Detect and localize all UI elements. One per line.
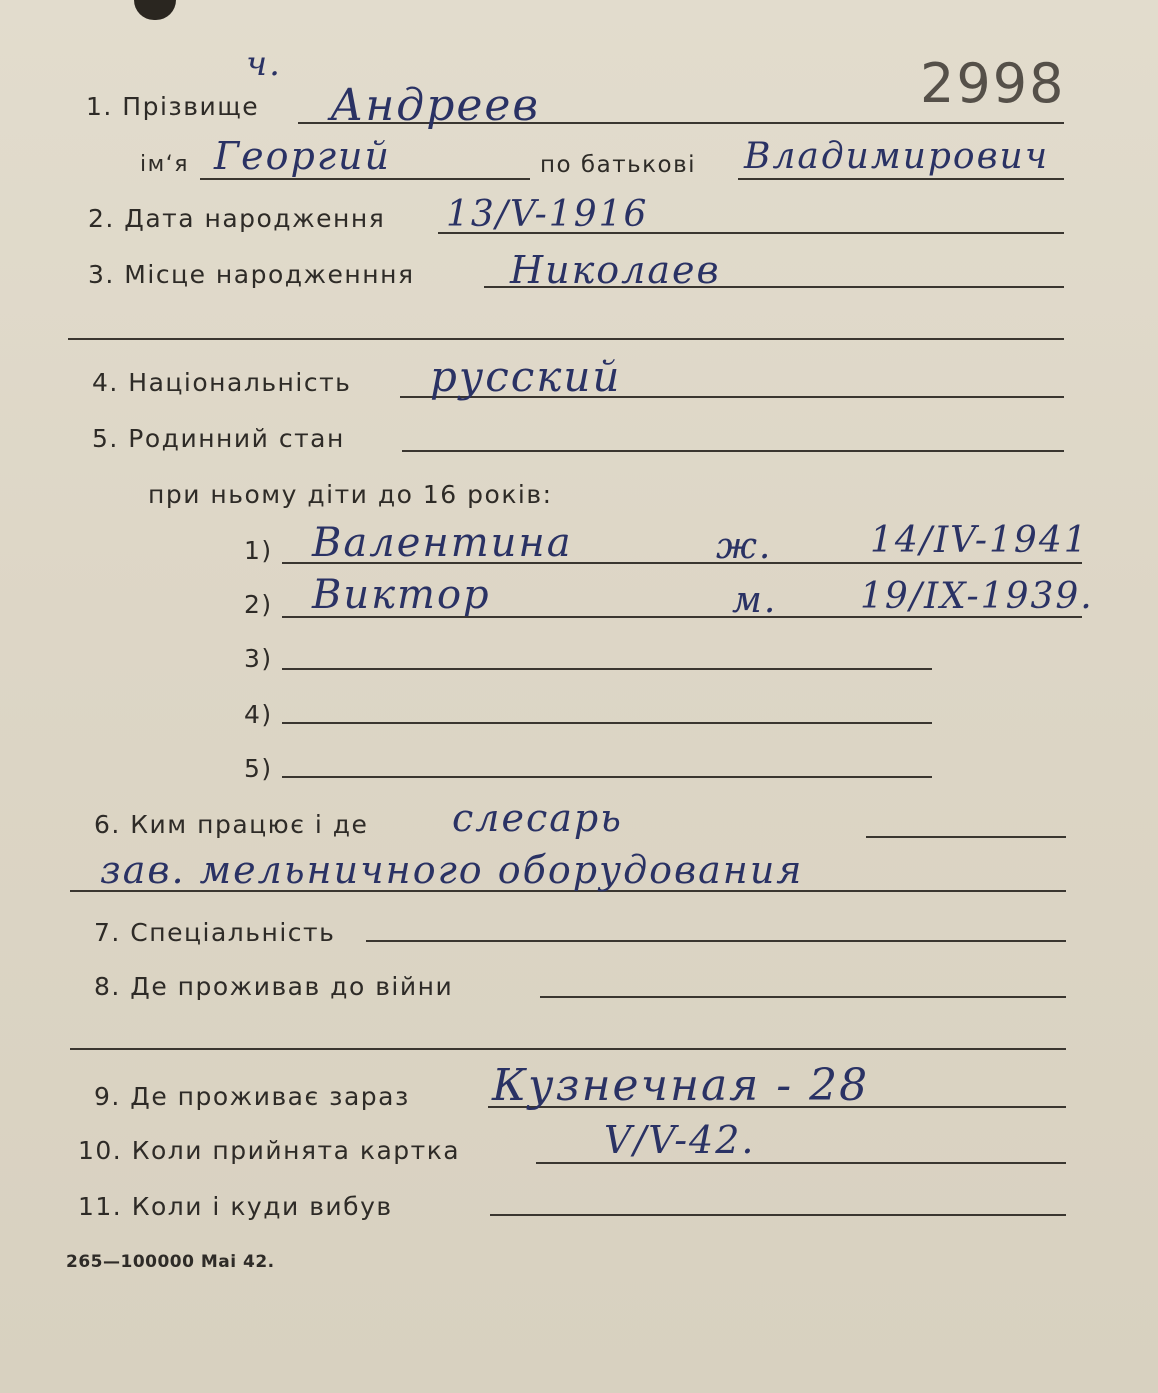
patronymic-line — [738, 178, 1064, 180]
card-number: 2998 — [920, 52, 1066, 115]
child-3-num: 3) — [244, 644, 273, 673]
child-1-sex: ж. — [716, 526, 773, 567]
birth-place-value: Николаев — [510, 248, 721, 292]
accepted-value: V/V-42. — [604, 1118, 756, 1162]
punch-hole — [134, 0, 176, 20]
marital-line — [402, 450, 1064, 452]
birth-place-line-2 — [68, 338, 1064, 340]
patronymic-value: Владимирович — [744, 136, 1050, 177]
name-line — [200, 178, 530, 180]
nationality-value: русский — [430, 352, 622, 401]
accepted-line — [536, 1162, 1066, 1164]
child-2-sex: м. — [732, 580, 778, 621]
child-1-date: 14/IV-1941 — [870, 520, 1089, 561]
patronymic-label: по батькові — [540, 152, 697, 178]
child-1-num: 1) — [244, 536, 273, 565]
child-1-name: Валентина — [312, 520, 573, 566]
specialty-line — [366, 940, 1066, 942]
child-4-num: 4) — [244, 700, 273, 729]
work-value-2: зав. мельничного оборудования — [100, 848, 804, 892]
current-value: Кузнечная - 28 — [492, 1060, 870, 1111]
prewar-label: 8. Де проживав до війни — [94, 972, 454, 1001]
work-value: слесарь — [452, 796, 623, 840]
surname-label: 1. Прізвище — [86, 92, 260, 121]
prewar-line — [540, 996, 1066, 998]
child-5-num: 5) — [244, 754, 273, 783]
name-value: Георгий — [214, 134, 392, 178]
surname-value: Андреев — [330, 80, 541, 131]
work-line — [866, 836, 1066, 838]
departed-label: 11. Коли і куди вибув — [78, 1192, 393, 1221]
prewar-line-2 — [70, 1048, 1066, 1050]
work-label: 6. Ким працює і де — [94, 810, 369, 839]
birth-date-value: 13/V-1916 — [446, 194, 649, 235]
child-3-line — [282, 668, 932, 670]
print-footer: 265—100000 Маі 42. — [66, 1252, 275, 1272]
birth-place-label: 3. Місце народженння — [88, 260, 415, 289]
marital-label: 5. Родинний стан — [92, 424, 345, 453]
departed-line — [490, 1214, 1066, 1216]
name-label: ім‘я — [140, 152, 189, 177]
child-5-line — [282, 776, 932, 778]
birth-date-label: 2. Дата народження — [88, 204, 386, 233]
accepted-label: 10. Коли прийнята картка — [78, 1136, 461, 1165]
top-mark: ч. — [246, 44, 282, 84]
current-label: 9. Де проживає зараз — [94, 1082, 410, 1111]
child-4-line — [282, 722, 932, 724]
children-header: при ньому діти до 16 років: — [148, 480, 553, 509]
child-2-num: 2) — [244, 590, 273, 619]
nationality-label: 4. Національність — [92, 368, 352, 397]
child-2-date: 19/IX-1939. — [860, 576, 1094, 617]
specialty-label: 7. Спеціальність — [94, 918, 336, 947]
child-2-name: Виктор — [312, 572, 491, 618]
